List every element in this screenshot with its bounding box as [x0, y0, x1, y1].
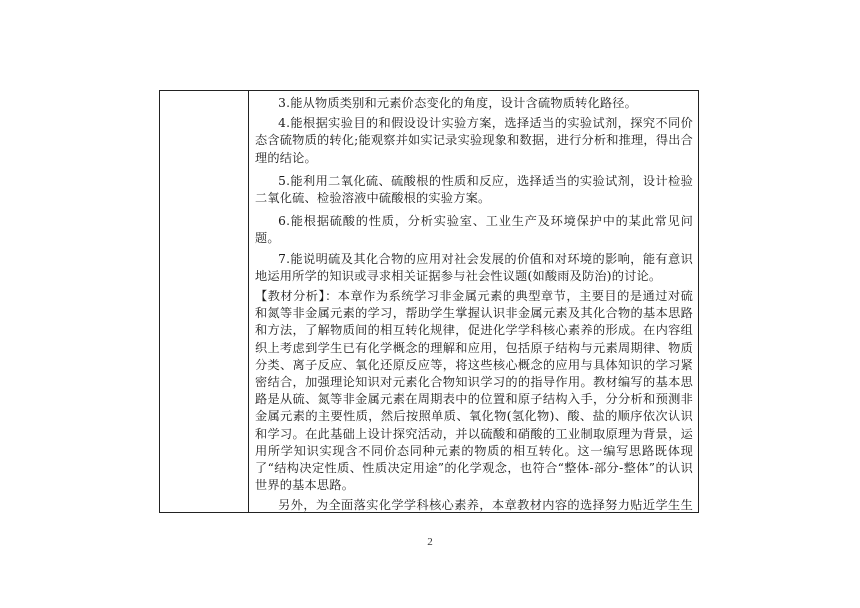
textbook-analysis-paragraph: 【教材分析】：本章作为系统学习非金属元素的典型章节，主要目的是通过对硫和氮等非金属元素的学习，帮助学生掌握认识非金属元素及其化合物的基本思路和方法，了解物质间的相互转化规律，促进化学学科核心素养的形成。在内容组织上考虑到学生已有化学概念的理解和应用，包括原子结构与元素周期律、物质分类、离子反应、氧化还原反应等，将这些核心概念的应用与具体知识的学习紧密结合，加强理论知识对元素化合物知识学习的的指导作用。教材编写的基本思路是从硫、氮等非金属元素在周期表中的位置和原子结构入手，分分析和预测非金属元素的主要性质，然后按照单质、氧化物(氢化物)、酸、盐的顺序依次认识和学习。在此基础上设计探究活动，并以硫酸和硝酸的工业制取原理为背景，运用所学知识实现含不同价态同种元素的物质的相互转化。这一编写思路既体现了“结构决定性质、性质决定用途”的化学观念，也符合“整体-部分-整体”的认识世界的基本思路。: [255, 289, 693, 493]
additional-analysis-paragraph: 另外，为全面落实化学学科核心素养，本章教材内容的选择努力贴近学生生: [278, 498, 693, 512]
table-content-cell: [249, 91, 698, 512]
document-table: [159, 90, 699, 513]
objective-item-5: 5.能利用二氧化硫、硫酸根的性质和反应，选择适当的实验试剂，设计检验二氧化硫、检验溶液中硫酸根的实验方案。: [255, 173, 693, 206]
objective-item-7: 7.能说明硫及其化合物的应用对社会发展的价值和对环境的影响，能有意识地运用所学的知识或寻求相关证据参与社会性议题(如酸雨及防治)的讨论。: [255, 251, 693, 283]
page-number: 2: [427, 536, 433, 548]
objective-item-6: 6.能根据硫酸的性质，分析实验室、工业生产及环境保护中的某此常见问题。: [255, 214, 693, 246]
objective-item-3: 3.能从物质类别和元素价态变化的角度，设计含硫物质转化路径。: [278, 96, 638, 110]
objective-item-4: 4.能根据实验目的和假设设计实验方案，选择适当的实验试剂，探究不同价态含硫物质的转化;能观察并如实记录实验现象和数据，进行分析和推理，得出合理的结论。: [255, 116, 693, 165]
table-label-cell: [160, 91, 249, 512]
